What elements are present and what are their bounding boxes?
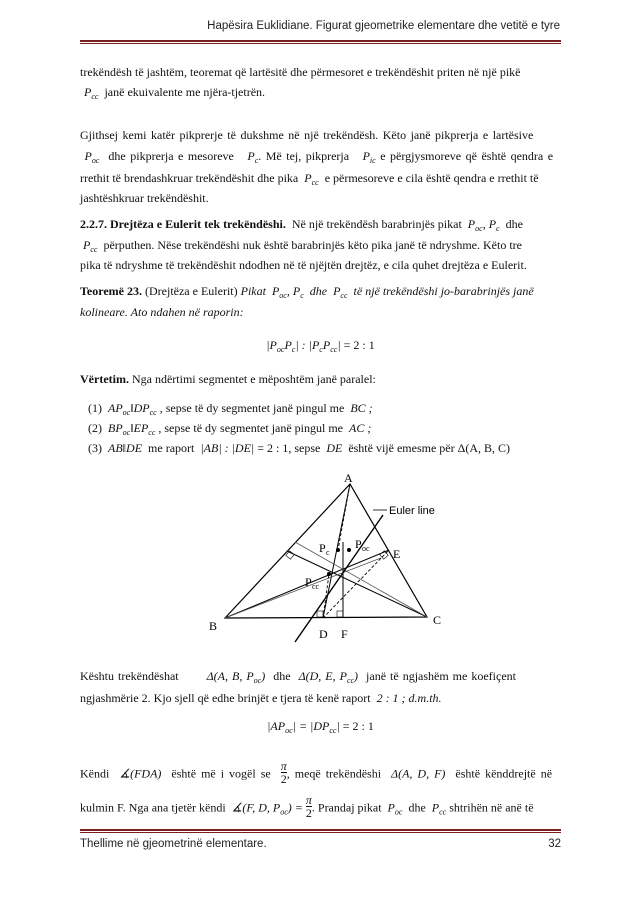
item-3-de: DE: [326, 441, 343, 455]
paragraph-intro: [80, 64, 561, 80]
item-3-end: është vijë emesme për Δ(A, B, C): [348, 441, 510, 455]
sub-oc: oc: [91, 156, 100, 165]
point-pc: [336, 548, 340, 552]
page-footer: [80, 838, 561, 850]
label-poc-sub: oc: [362, 544, 370, 553]
label-a: A: [344, 471, 353, 485]
item-1-end: BC ;: [350, 401, 373, 415]
footer-rule: [80, 829, 561, 831]
frac2-pi: π: [305, 793, 312, 807]
para2-text-7: jashtëshkruar trekëndëshit.: [80, 191, 209, 205]
theorem-text-1: Pikat: [240, 284, 266, 298]
de-dashed: [323, 550, 389, 618]
para2-text-3: . Më tej, pikprerja: [258, 149, 350, 163]
angle-line2: kulmin F. Nga ana tjetër këndi ∡(F, D, $P_{oc}$) = $\frac{\pi}{2}$ . Prandaj pikat $P_{oc}$ dhe $P_{cc}$ shtrihën në anë të: [80, 793, 534, 820]
item-1-num: (1): [88, 401, 102, 415]
after-text-3: janë të ngjashëm me koefiçent: [366, 669, 516, 683]
intro-line-1: trekëndësh të jashtëm, teoremat që lartësitë dhe përmesoret e trekëndëshit priten në një pikë: [80, 65, 521, 79]
page-number: 32: [548, 838, 561, 850]
paragraph-intro-2: [80, 84, 561, 105]
symbol-p: P: [84, 85, 92, 99]
triangle-1: Δ(A, B, P: [206, 669, 254, 683]
section-text-2: dhe: [505, 217, 523, 231]
label-d: D: [319, 627, 328, 641]
proof-text: Nga ndërtimi segmentet e mëposhtëm janë paralel:: [131, 372, 376, 386]
theorem-text-4: kolineare. Ato ndahen në raporin:: [80, 305, 244, 319]
proof-line: [80, 371, 561, 387]
para2-text-5: rrethit të brendashkruar trekëndëshit dhe pika: [80, 171, 299, 185]
label-pcc: P: [305, 575, 312, 589]
para2-line3: rrethit të brendashkruar trekëndëshit dhe pika $P_{cc}$ e përmesoreve e cila është qendra e rrethit të: [80, 171, 539, 187]
frac-two: 2: [280, 772, 287, 786]
altitude-b: [225, 558, 381, 618]
after-text-2: dhe: [273, 669, 291, 683]
sub-ic: ic: [369, 156, 376, 165]
item-1-text: , sepse të dy segmentet janë pingul me: [159, 401, 345, 415]
theorem-line1: Teoremë 23. (Drejtëza e Eulerit) Pikat $P_{oc}$, $P_c$ dhe $P_{cc}$ të një trekëndëshi jo-barabrinjës janë: [80, 284, 534, 300]
after-line1: Kështu trekëndëshat Δ(A, B, $P_{oc}$) dhe Δ(D, E, $P_{cc}$) janë të ngjashëm me koefiçent: [80, 669, 516, 685]
footer-title: Thellime në gjeometrinë elementare.: [80, 838, 267, 850]
angle-fda: ∡(FDA): [119, 766, 162, 781]
section-text-1: Në një trekëndësh barabrinjës pikat: [291, 217, 462, 231]
after-line2: [80, 690, 561, 706]
para2-line1: [80, 127, 561, 143]
section-text-3: përputhen. Nëse trekëndëshi nuk është barabrinjës këto pika janë të ndryshme. Këto tre: [103, 238, 522, 252]
section-line2: $P_{cc}$ përputhen. Nëse trekëndëshi nuk është barabrinjës këto pika janë të ndryshme. Këto tre: [80, 238, 522, 254]
angle-text-2: , meqë trekëndëshi: [286, 766, 382, 781]
label-pc: P: [319, 541, 326, 555]
ap-dashed: [338, 484, 350, 550]
theorem-label: Teoremë 23.: [80, 284, 142, 298]
after-text-1: Kështu trekëndëshat: [80, 669, 179, 683]
proof-item-3: (3) AB‖DE me raport |AB| : |DE| = 2 : 1, sepse DE është vijë emesme për Δ(A, B, C): [88, 441, 510, 455]
para2-text-4: e përgjysmoreve që është qendra e: [380, 149, 554, 163]
item-3-text: me raport: [148, 441, 195, 455]
angle-text-5: . Prandaj pikat: [311, 800, 382, 815]
label-e: E: [393, 547, 401, 561]
sub-c: c: [254, 156, 259, 165]
angle-text-4: kulmin F. Nga ana tjetër këndi: [80, 800, 226, 815]
proof-item-1: (1) $AP_{oc}‖DP_{cc}$ , sepse të dy segmentet janë pingul me BC ;: [88, 401, 373, 417]
item-2-text: , sepse të dy segmentet janë pingul me: [158, 421, 344, 435]
label-b: B: [209, 619, 218, 633]
point-pcc: [327, 572, 331, 576]
para2-text-6: e përmesoreve e cila është qendra e rrethit të: [324, 171, 539, 185]
label-pc-sub: c: [326, 548, 330, 557]
angle-text-7: shtrihën në anë të: [449, 800, 534, 815]
proof-item-2: (2) $BP_{oc}‖EP_{cc}$ , sepse të dy segmentet janë pingul me AC ;: [88, 421, 372, 437]
header-rule: [80, 40, 561, 42]
after-text-4: ngjashmërie 2. Kjo sjell që edhe brinjët e tjera të kenë raport: [80, 691, 371, 705]
frac2-two: 2: [305, 806, 312, 820]
item-2-num: (2): [88, 421, 102, 435]
item-3-mid: = 2 : 1, sepse: [257, 441, 321, 455]
theorem-line2: [80, 304, 561, 320]
label-c: C: [433, 613, 442, 627]
section-line1: 2.2.7. Drejtëza e Eulerit tek trekëndëshi. Në një trekëndësh barabrinjës pikat $P_{oc}$, $P_c$ dhe: [80, 217, 523, 233]
ratio-value: = 2 : 1: [343, 338, 375, 352]
angle-line1: [80, 759, 561, 787]
angle-tri: Δ(A, D, F): [391, 766, 446, 781]
item-3-num: (3): [88, 441, 102, 455]
euler-line-figure: [205, 470, 465, 645]
dp-dashed: [323, 574, 329, 618]
para2-text-1: Gjithsej kemi katër pikprerje të dukshme në një trekëndësh. Këto janë pikprerja e lartësive: [80, 128, 534, 142]
theorem-text-3: të një trekëndëshi jo-barabrinjës janë: [353, 284, 534, 298]
angle-k: Këndi: [80, 766, 110, 781]
triangle-2: Δ(D, E, P: [298, 669, 347, 683]
intro-line-2: janë ekuivalente me njëra-tjetrën.: [104, 85, 266, 99]
angle-text-1: është më i vogël se: [171, 766, 271, 781]
footer-rule-thin: [80, 832, 561, 833]
label-euler-line: Euler line: [389, 505, 435, 517]
section-line3: [80, 257, 561, 273]
angle-2: ∡(F, D, P: [231, 800, 281, 815]
after-text-5: 2 : 1 ; d.m.th.: [376, 691, 442, 705]
label-pcc-sub: cc: [312, 582, 320, 591]
label-poc: P: [355, 537, 362, 551]
page-header: Hapësira Euklidiane. Figurat gjeometrike elementare dhe vetitë e tyre: [207, 20, 560, 32]
altitude-c: [295, 542, 427, 617]
sub-cc: cc: [311, 178, 319, 187]
theorem-ratio: $|P_{oc}P_c|$ : $|P_cP_{cc}| = 2$ : 1: [266, 338, 375, 354]
para2-line4: [80, 190, 561, 206]
section-heading: 2.2.7. Drejtëza e Eulerit tek trekëndëshi.: [80, 217, 286, 231]
item-2-end: AC ;: [349, 421, 372, 435]
symbol-sub: cc: [91, 92, 99, 101]
angle-text-3: është kënddrejtë në: [455, 766, 553, 781]
theorem-paren: (Drejtëza e Eulerit): [145, 284, 238, 298]
para2-text-2: dhe pikprerja e mesoreve: [108, 149, 234, 163]
after-eq: $|AP_{oc}| = |DP_{cc}| = 2$ : 1: [267, 719, 374, 735]
point-poc: [347, 548, 351, 552]
para2-line2: $P_{oc}$ dhe pikprerja e mesoreve $P_c$. Më tej, pikprerja $P_{ic}$ e përgjysmoreve që është qendra e: [80, 149, 554, 165]
frac-pi: π: [280, 759, 287, 773]
theorem-text-2: dhe: [309, 284, 328, 298]
label-f: F: [341, 627, 348, 641]
header-rule-thin: [80, 43, 561, 44]
proof-label: Vërtetim.: [80, 372, 129, 386]
angle-text-6: dhe: [408, 800, 426, 815]
section-text-4: pika të ndryshme të trekëndëshit ndodhen në të njëjtën drejtëz, e cila quhet drejtëza e Eulerit.: [80, 258, 527, 272]
after-eq-value: = 2 : 1: [342, 719, 374, 733]
